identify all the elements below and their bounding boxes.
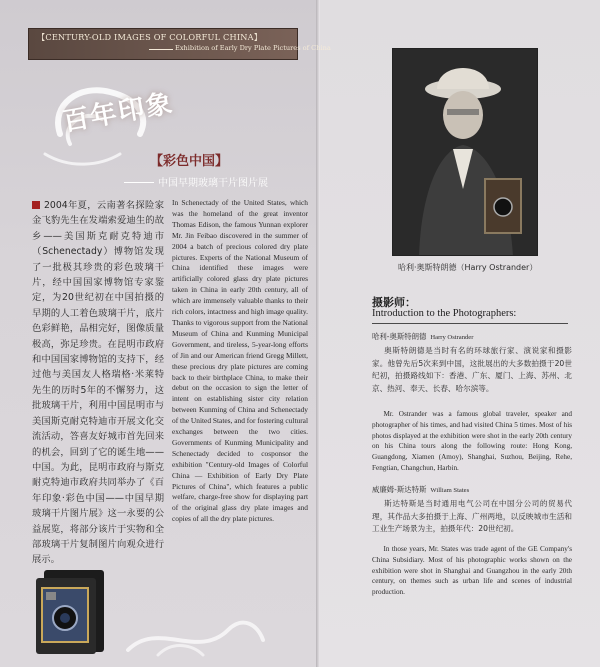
exhibition-banner — [28, 28, 331, 60]
portrait-caption: 哈利·奥斯特朗德（Harry Ostrander） — [398, 263, 538, 272]
logo-tagline: 中国早期玻璃干片图片展 — [158, 178, 268, 189]
red-square-bullet-icon — [32, 201, 40, 209]
flourish-ornament-icon — [118, 600, 268, 660]
photographers-heading-cn: 摄影师： — [372, 296, 416, 309]
photographer-name-2 — [372, 484, 469, 495]
tagline-rule — [124, 182, 154, 183]
photographer-name-en: Harry Ostrander — [430, 334, 474, 341]
photographer-name-cn: 威廉姆-斯达特斯 — [372, 485, 427, 494]
photographer-bio-en: In those years, Mr. States was trade agent of the GE Company's China Subsidiary. Most of his photographic works shown on the exhibition were shot in Shanghai and Guangzhou in the early 20th century, on themes such as urban life and scenes of industrial production. — [372, 545, 572, 597]
intro-text-english: In Schenectady of the United States, which was the homeland of the great inventor Thomas Edison, the famous Yunnan explorer Mr. Jin Feibao discovered in the summer of 2004 a batch of precious colored dry plate pictures. Experts of the National Museum of China identified these images were artificially colored glass dry plate pictures taken in China in early 20th century, all of which are immensely valuable thanks to their rich colors, intactness and high image quality. Thanks to vigorous support from the National Museum of China and Kunming Municipal Government, and tireless, 5-year-long efforts of Jin and our American friend Gregg Millett, these precious dry plate pictures are coming back to their birthplace China, to make their debut on the occasion to sign the letter of intent on establishing sister city relation between Kunming of China and Schenectady of the United States, and for fostering cultural exchanges between the two cities. Governments of Kunming Municipality and Schenectady decided to cosponsor the exhibition "Century-old Images of Colorful China — Exhibition of Early Dry Plate Pictures of China", which features a public welfare, charge-free show for displaying part of the original glass dry plate images and copies of all the dry plate pictures. — [172, 198, 308, 524]
banner-subtitle: Exhibition of Early Dry Plate Pictures of China — [175, 44, 331, 52]
photographers-heading-en: Introduction to the Photographers: — [372, 308, 517, 319]
portrait-photo — [392, 48, 538, 256]
photographer-bio-cn: 斯达特斯是当时通用电气公司在中国分公司的贸易代理，其作品大多拍摄于上海、广州两地，以反映城市生活和工业生产场景为主，拍摄年代：20世纪初。 — [372, 499, 572, 534]
photographer-name-1 — [372, 331, 473, 342]
logo-title: 百年印象 — [60, 88, 177, 138]
intro-text-chinese-body: 2004年夏，云南著名探险家金飞豹先生在发端索爱迪生的故乡——美国斯克耐克特迪市（Schenectady）博物馆发现了一批极其珍贵的彩色玻璃干片，经中国国家博物馆专家鉴定，为20世纪初在中国拍摄的早期的人工着色玻璃干片，底片色彩鲜艳，品相完好，图像质量极高，弥足珍贵。在昆明市政府和中国国家博物馆的支持下，经过他与美国友人格瑞格·米莱特先生的历时5年的不懈努力，这批玻璃干片，利用中国昆明市与美国斯克耐克特迪市开展文化交流活动，答喜友好城市首先回来的机会，回到了它的诞生地——中国。为此，昆明市政府与斯克耐克特迪市政府共同举办了《百年印象·彩色中国——中国早期玻璃干片图片展》这一永要的公益展览，将部分该片于实物和全部玻璃干片复制图片向观众进行展示。 — [32, 200, 164, 566]
photographer-portrait-icon — [393, 49, 538, 256]
intro-text-chinese — [32, 198, 164, 568]
logo-subtitle: 【彩色中国】 — [150, 154, 229, 169]
photographer-bio-cn: 奥斯特朗德是当时有名的环球旅行家、演说家和摄影家。他曾先后5次来到中国，这批展出的大多数拍摄于20世纪初，拍摄路线如下：香港、广东、厦门、上海、苏州、北京、热河、奉天、长春、哈尔滨等。 — [372, 346, 572, 393]
banner-rule — [149, 49, 173, 50]
photographer-bio-en: Mr. Ostrander was a famous global traveler, speaker and photographer of his times, and had visited China 5 times. Most of his photos displayed at the exhibition were shot in the early 20th century on his China tours along the following route: Hong Kong, Guangdong, Xiamen (Amoy), Shanghai, Suzhou, Beijing, Rehe, Fengtian, Changchun, Harbin. — [372, 410, 572, 472]
photographer-name-cn: 哈利-奥斯特朗德 — [372, 332, 427, 341]
page-fold — [316, 0, 320, 667]
box-camera-icon — [30, 562, 114, 658]
banner-title: 【CENTURY-OLD IMAGES OF COLORFUL CHINA】 — [37, 32, 263, 42]
heading-rule — [372, 323, 568, 324]
photographer-name-en: William States — [430, 487, 470, 494]
